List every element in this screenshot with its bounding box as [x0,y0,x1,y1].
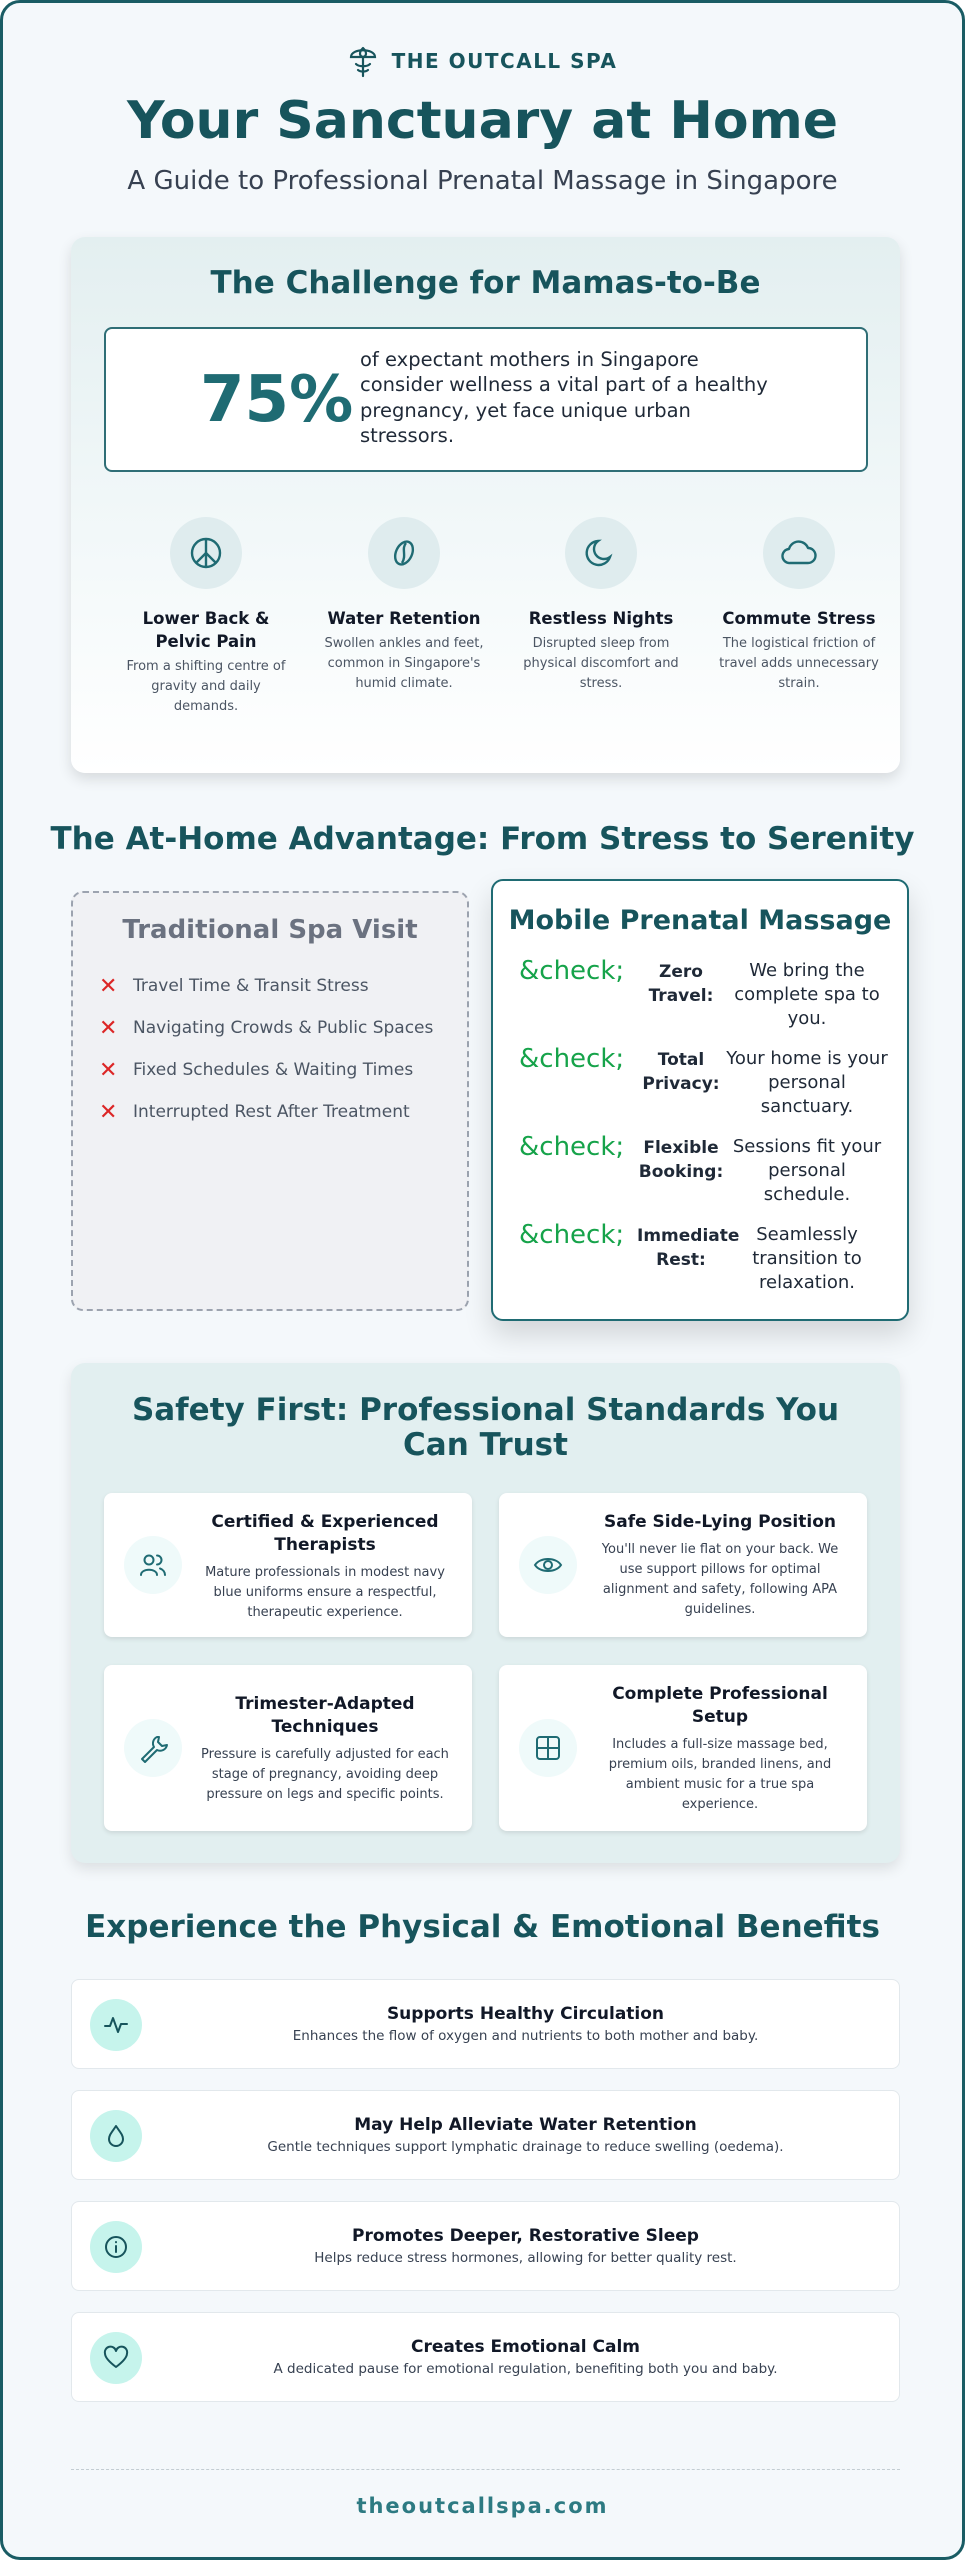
traditional-item-label: Interrupted Rest After Treatment [133,1102,410,1122]
stat-text: of expectant mothers in Singapore consider wellness a vital part of a healthy pregnancy, yet face unique urban stressors. [360,348,768,448]
mobile-item-label: Immediate Rest: [637,1226,740,1270]
safety-card-title: Safe Side-Lying Position [604,1512,836,1532]
benefit-title: Supports Healthy Circulation [386,2004,665,2024]
safety-title: Safety First: Professional Standards You Can Trust [131,1392,840,1463]
users-icon [124,1536,182,1594]
peace-sign-icon [170,517,242,589]
benefit-card [71,2090,900,2180]
moon-icon [565,517,637,589]
benefit-text [152,2004,899,2044]
challenge-item-desc: Swollen ankles and feet, common in Singapore's humid climate. [324,636,484,692]
stat-value: 75% [200,363,354,437]
safety-card-text [200,1693,450,1805]
benefit-desc: Enhances the flow of oxygen and nutrients to both mother and baby. [292,2028,759,2044]
stat-box [104,327,868,472]
benefit-desc: Gentle techniques support lymphatic drainage to reduce swelling (oedema). [267,2139,784,2155]
mobile-item-desc: Sessions fit your personal schedule. [732,1136,882,1205]
safety-card-text [595,1683,845,1815]
cross-icon: ✕ [99,1057,118,1083]
safety-card-desc: You'll never lie flat on your back. We use support pillows for optimal alignment and safety, following APA guidelines. [601,1541,839,1618]
safety-card-title: Complete Professional Setup [612,1684,828,1727]
eye-icon [519,1536,577,1594]
info-icon [90,2221,142,2273]
safety-section [71,1363,900,1863]
check-mark: &check; [519,1044,625,1074]
mobile-item [519,1133,889,1206]
traditional-spa-card [71,891,469,1311]
safety-card [104,1665,472,1831]
page-subtitle: A Guide to Professional Prenatal Massage in Singapore [127,166,838,196]
benefits-title: Experience the Physical & Emotional Benefits [85,1909,880,1945]
benefit-desc: A dedicated pause for emotional regulation, benefiting both you and baby. [273,2361,778,2377]
mobile-title: Mobile Prenatal Massage [508,905,892,936]
mobile-massage-card [491,879,909,1321]
pulse-icon [90,1999,142,2051]
traditional-item-label: Fixed Schedules & Waiting Times [133,1060,414,1080]
benefit-text [152,2115,899,2155]
advantage-title: The At-Home Advantage: From Stress to Serenity [50,821,915,857]
traditional-item [99,965,433,1007]
challenge-item-title: Lower Back & Pelvic Pain [142,609,270,652]
mobile-item-desc: We bring the complete spa to you. [734,960,880,1029]
mobile-item [519,957,889,1030]
mobile-item [519,1045,889,1118]
footer-url[interactable]: theoutcallspa.com [356,2494,609,2518]
spa-lotus-icon [348,43,378,79]
safety-card [499,1665,867,1831]
mobile-item [519,1221,889,1294]
traditional-item-label: Travel Time & Transit Stress [133,976,369,996]
traditional-item [99,1007,433,1049]
benefit-card [71,2201,900,2291]
challenge-item-desc: The logistical friction of travel adds unnecessary strain. [719,636,879,692]
challenge-item [714,517,884,695]
page-title: Your Sanctuary at Home [126,91,839,151]
mobile-item-label: Zero Travel: [648,962,714,1006]
footer-divider [71,2469,900,2470]
benefit-card [71,1979,900,2069]
challenge-section [71,237,900,773]
check-mark: &check; [519,1132,625,1162]
benefit-text [152,2337,899,2377]
traditional-item [99,1049,433,1091]
mobile-item-label: Total Privacy: [642,1050,720,1094]
safety-card-title: Certified & Experienced Therapists [211,1512,439,1555]
safety-card-title: Trimester-Adapted Techniques [235,1694,415,1737]
grid-icon [519,1719,577,1777]
traditional-item [99,1091,433,1133]
check-mark: &check; [519,1220,625,1250]
challenge-item [516,517,686,695]
traditional-title: Traditional Spa Visit [122,915,418,945]
wrench-icon [124,1719,182,1777]
challenge-item-desc: Disrupted sleep from physical discomfort and stress. [523,636,679,692]
safety-card [499,1493,867,1637]
challenge-item-title: Restless Nights [528,609,674,628]
safety-card-desc: Includes a full-size massage bed, premium oils, branded linens, and ambient music for a true spa experience. [608,1736,832,1813]
brand-name: THE OUTCALL SPA [391,49,618,73]
mobile-item-desc: Your home is your personal sanctuary. [726,1048,888,1117]
benefit-title: Creates Emotional Calm [410,2337,640,2357]
benefit-title: May Help Alleviate Water Retention [354,2115,697,2135]
benefit-card [71,2312,900,2402]
challenge-item [121,517,291,718]
challenge-item-title: Commute Stress [722,609,876,628]
cross-icon: ✕ [99,1015,118,1041]
challenge-title: The Challenge for Mamas-to-Be [210,265,761,301]
mobile-item-label: Flexible Booking: [638,1138,724,1182]
safety-card [104,1493,472,1637]
cross-icon: ✕ [99,1099,118,1125]
check-mark: &check; [519,956,625,986]
traditional-item-label: Navigating Crowds & Public Spaces [133,1018,434,1038]
benefit-text [152,2226,899,2266]
droplet-icon [90,2110,142,2162]
brand-header [3,43,962,79]
safety-card-text [595,1511,845,1621]
cloud-icon [763,517,835,589]
challenge-item-title: Water Retention [327,609,481,628]
cross-icon: ✕ [99,973,118,999]
challenge-item-desc: From a shifting centre of gravity and daily demands. [126,659,286,715]
mobile-item-desc: Seamlessly transition to relaxation. [752,1224,862,1293]
safety-card-text [200,1511,450,1623]
challenge-item [319,517,489,695]
benefit-desc: Helps reduce stress hormones, allowing for better quality rest. [314,2250,737,2266]
traditional-list [99,965,433,1133]
heart-icon [90,2332,142,2384]
benefit-title: Promotes Deeper, Restorative Sleep [352,2226,699,2246]
bean-icon [368,517,440,589]
safety-card-desc: Pressure is carefully adjusted for each stage of pregnancy, avoiding deep pressure on legs and specific points. [201,1746,449,1803]
safety-card-desc: Mature professionals in modest navy blue uniforms ensure a respectful, therapeutic experience. [205,1564,445,1621]
